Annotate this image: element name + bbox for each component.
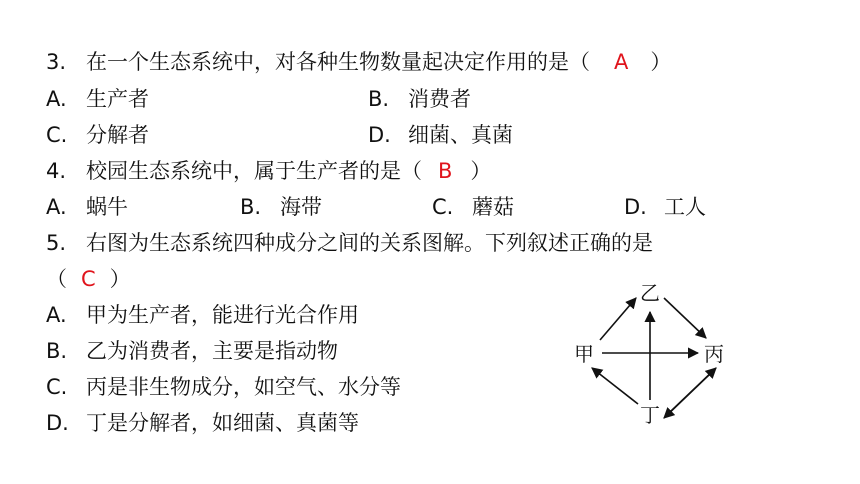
option-a [46,83,149,115]
option-b [368,83,471,115]
option-label: D. [624,195,647,219]
option-text: 蜗牛 [86,195,128,219]
option-text: 蘑菇 [472,195,514,219]
question-3-stem [46,46,671,78]
option-a [46,191,128,223]
question-5-option-d [46,407,359,439]
option-label: A. [46,303,67,327]
opening-paren: （ [46,267,67,291]
closing-paren: ） [470,159,492,183]
option-c [46,119,149,151]
option-label: B. [368,87,390,111]
node-right: 丙 [704,342,724,366]
node-left: 甲 [574,342,594,366]
option-text: 丙是非生物成分，如空气、水分等 [86,375,401,399]
question-5-option-b [46,335,338,367]
option-text: 乙为消费者，主要是指动物 [86,339,338,363]
arrow-right-to-bottom [664,374,710,418]
arrow-bottom-to-left [592,368,638,404]
answer-mark: A [614,50,629,74]
question-5-answer-line [46,263,131,295]
option-label: C. [46,375,68,399]
question-4-stem [46,155,491,187]
option-label: C. [432,195,454,219]
question-5-stem [46,227,653,259]
option-text: 细菌、真菌 [408,123,513,147]
option-text: 分解者 [86,123,149,147]
option-label: B. [46,339,68,363]
option-text: 丁是分解者，如细菌、真菌等 [86,411,359,435]
node-bottom: 丁 [640,403,660,427]
arrow-left-to-top [600,298,636,340]
option-c [432,191,514,223]
question-text: 校园生态系统中，属于生产者的是（ [86,159,422,183]
answer-mark: B [438,159,453,183]
answer-mark: C [81,267,96,291]
question-5-option-a [46,299,359,331]
arrow-top-to-right [664,298,706,338]
option-text: 生产者 [86,87,149,111]
option-label: D. [368,123,391,147]
ecosystem-diagram [570,278,740,438]
closing-paren: ） [650,50,672,74]
option-label: C. [46,123,68,147]
node-top: 乙 [640,281,660,305]
closing-paren: ） [109,267,131,291]
option-b [240,191,322,223]
option-text: 消费者 [408,87,471,111]
option-label: A. [46,195,67,219]
option-d [624,191,706,223]
question-text: 右图为生态系统四种成分之间的关系图解。下列叙述正确的是 [86,231,653,255]
question-number: 5. [46,231,67,255]
question-text: 在一个生态系统中，对各种生物数量起决定作用的是（ [86,50,590,74]
option-label: D. [46,411,69,435]
question-5-option-c [46,371,401,403]
question-number: 3. [46,50,67,74]
question-number: 4. [46,159,67,183]
option-text: 海带 [280,195,322,219]
option-label: A. [46,87,67,111]
option-text: 甲为生产者，能进行光合作用 [86,303,359,327]
option-text: 工人 [664,195,706,219]
option-d [368,119,513,151]
option-label: B. [240,195,262,219]
